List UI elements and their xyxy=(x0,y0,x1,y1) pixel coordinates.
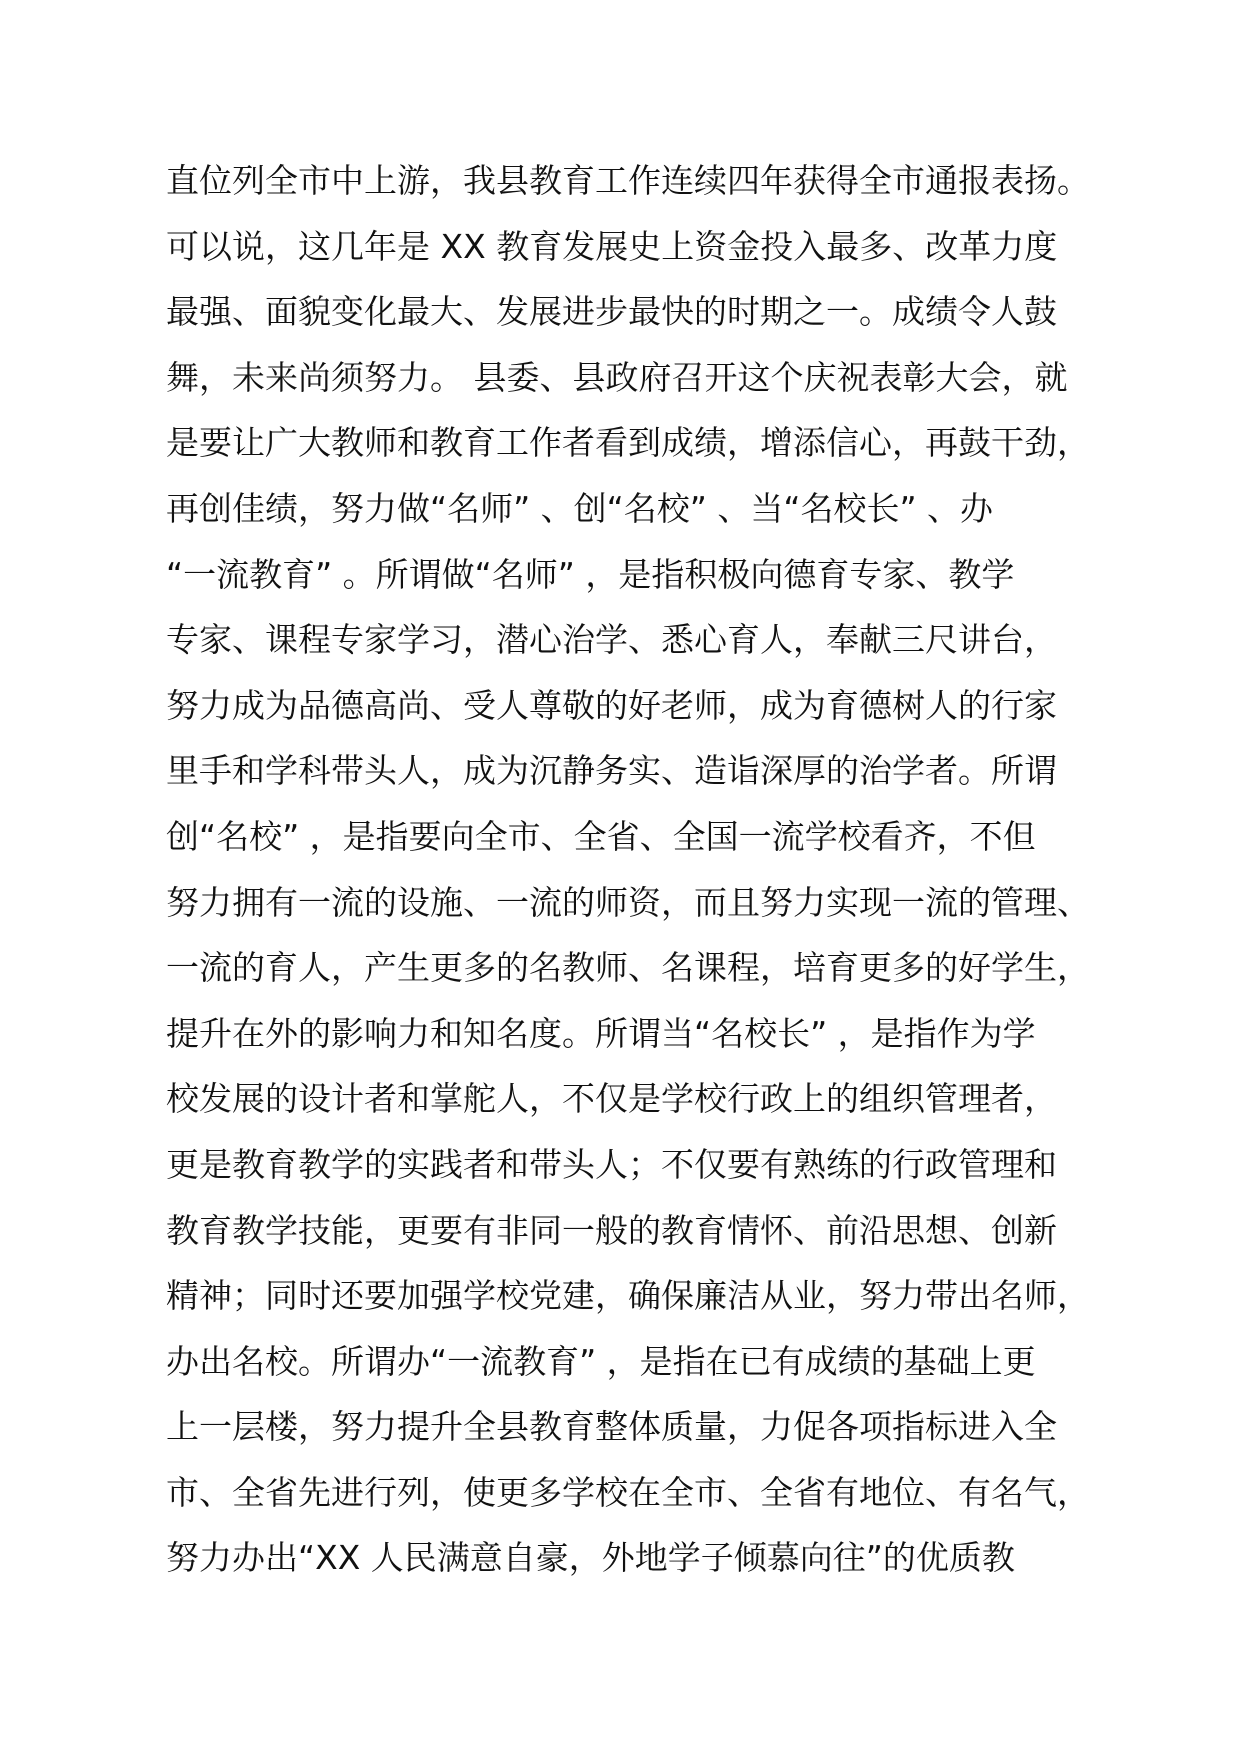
text-line: 一流的育人，产生更多的名教师、名课程，培育更多的好学生， xyxy=(166,948,1090,988)
text-line: 直位列全市中上游，我县教育工作连续四年获得全市通报表扬。 xyxy=(166,161,1090,200)
body-text xyxy=(166,148,1126,1591)
text-line: 努力拥有一流的设施、一流的师资，而且努力实现一流的管理、 xyxy=(166,882,1090,922)
text-line: 教育教学技能，更要有非同一般的教育情怀、前沿思想、创新 xyxy=(166,1210,1057,1250)
text-line: 上一层楼，努力提升全县教育整体质量，力促各项指标进入全 xyxy=(166,1407,1057,1447)
text-line: 再创佳绩，努力做“名师” 、创“名校” 、当“名校长” 、办 xyxy=(166,488,994,528)
text-line: “一流教育” 。所谓做“名师” ，是指积极向德育专家、教学 xyxy=(166,554,1015,594)
text-line: 办出名校。所谓办“一流教育” ，是指在已有成绩的基础上更 xyxy=(166,1341,1036,1381)
text-line: 是要让广大教师和教育工作者看到成绩，增添信心，再鼓干劲， xyxy=(166,423,1090,463)
text-line: 里手和学科带头人，成为沉静务实、造诣深厚的治学者。所谓 xyxy=(166,751,1057,791)
text-line: 最强、面貌变化最大、发展进步最快的时期之一。成绩令人鼓 xyxy=(166,292,1057,332)
text-line: 努力成为品德高尚、受人尊敬的好老师，成为育德树人的行家 xyxy=(166,685,1057,725)
text-line: 精神；同时还要加强学校党建，确保廉洁从业，努力带出名师， xyxy=(166,1276,1090,1316)
text-line: 努力办出“XX 人民满意自豪，外地学子倾慕向往”的优质教 xyxy=(166,1538,1015,1578)
text-line: 创“名校” ，是指要向全市、全省、全国一流学校看齐，不但 xyxy=(166,816,1036,856)
text-line: 专家、课程专家学习，潜心治学、悉心育人，奉献三尺讲台， xyxy=(166,620,1057,660)
text-line: 舞，未来尚须努力。 县委、县政府召开这个庆祝表彰大会，就 xyxy=(166,357,1068,397)
text-line: 可以说，这几年是 XX 教育发展史上资金投入最多、改革力度 xyxy=(166,226,1058,266)
text-line: 校发展的设计者和掌舵人，不仅是学校行政上的组织管理者， xyxy=(166,1079,1057,1119)
text-line: 市、全省先进行列，使更多学校在全市、全省有地位、有名气， xyxy=(166,1472,1090,1512)
text-line: 更是教育教学的实践者和带头人；不仅要有熟练的行政管理和 xyxy=(166,1144,1057,1184)
text-line: 提升在外的影响力和知名度。所谓当“名校长” ，是指作为学 xyxy=(166,1013,1036,1053)
